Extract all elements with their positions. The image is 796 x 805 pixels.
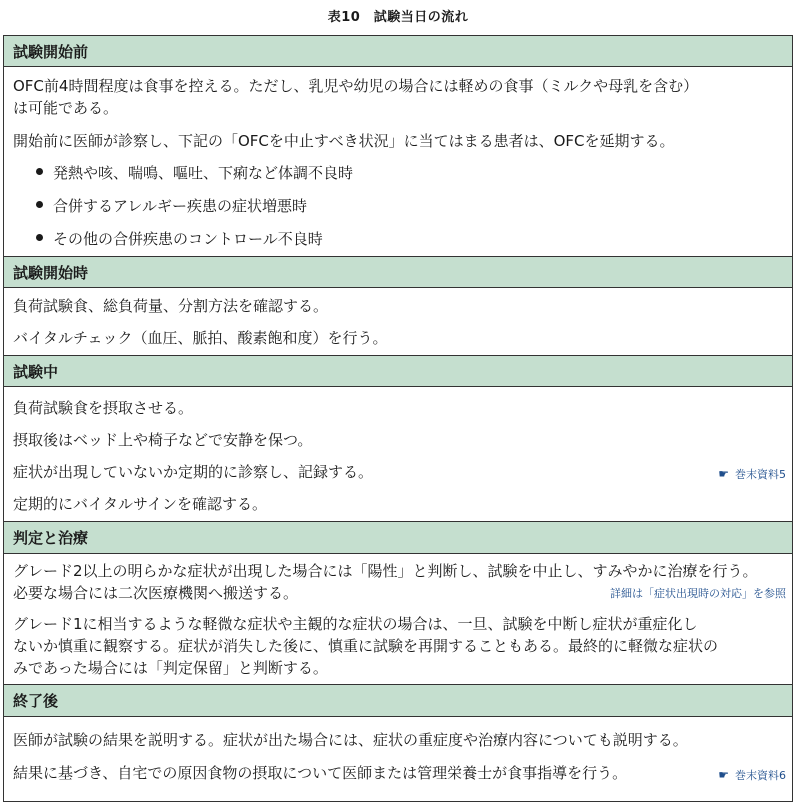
- during-line-1: 負荷試験食を摂取させる。: [13, 399, 194, 417]
- section-heading-judgement: 判定と治療: [4, 522, 792, 553]
- judgement-line-5: みであった場合には「判定保留」と判断する。: [13, 659, 328, 677]
- after-line-2: 結果に基づき、自宅での原因食物の摂取について医師または管理栄養士が食事指導を行う。: [13, 764, 628, 782]
- divider: [4, 716, 792, 717]
- divider: [4, 66, 792, 67]
- during-line-3: 症状が出現していないか定期的に診察し、記録する。: [13, 463, 374, 481]
- after-reference-text: 巻末資料6: [735, 769, 786, 782]
- after-reference-link[interactable]: [718, 767, 786, 784]
- judgement-line-3: グレード1に相当するような軽微な症状や主観的な症状の場合は、一旦、試験を中断し症状が重症化し: [13, 615, 698, 633]
- pointing-hand-icon: ☛: [718, 768, 729, 782]
- before-line-3: 開始前に医師が診察し、下記の「OFCを中止すべき状況」に当てはまる患者は、OFCを延期する。: [13, 132, 675, 150]
- judgement-line-4: ないか慎重に観察する。症状が消失した後に、慎重に試験を再開することもある。最終的に軽微な症状の: [13, 637, 719, 655]
- section-heading-after: 終了後: [4, 685, 792, 716]
- bullet-dot-icon: [36, 201, 43, 208]
- during-reference-text: 巻末資料5: [735, 468, 786, 481]
- section-heading-during: 試験中: [4, 356, 792, 386]
- after-line-1: 医師が試験の結果を説明する。症状が出た場合には、症状の重症度や治療内容についても説明する。: [13, 731, 688, 749]
- start-line-1: 負荷試験食、総負荷量、分割方法を確認する。: [13, 297, 329, 315]
- judgement-line-1: グレード2以上の明らかな症状が出現した場合には「陽性」と判断し、試験を中止し、すみやかに治療を行う。: [13, 562, 758, 580]
- table-title: 表10 試験当日の流れ: [327, 10, 469, 25]
- judgement-reference-link[interactable]: 詳細は「症状出現時の対応」を参照: [610, 587, 786, 600]
- bullet-text: 合併するアレルギー疾患の症状増悪時: [53, 197, 308, 215]
- judgement-line-2: 必要な場合には二次医療機関へ搬送する。: [13, 584, 299, 602]
- before-bullet-3: [36, 229, 323, 249]
- divider: [4, 386, 792, 387]
- section-heading-before: 試験開始前: [4, 36, 792, 66]
- bullet-text: 発熱や咳、喘鳴、嘔吐、下痢など体調不良時: [53, 164, 354, 182]
- during-line-4: 定期的にバイタルサインを確認する。: [13, 495, 267, 513]
- before-line-1: OFC前4時間程度は食事を控える。ただし、乳児や幼児の場合には軽めの食事（ミルクや母乳を含む）: [13, 77, 699, 95]
- bullet-text: その他の合併疾患のコントロール不良時: [53, 230, 323, 248]
- bullet-dot-icon: [36, 234, 43, 241]
- start-line-2: バイタルチェック（血圧、脈拍、酸素飽和度）を行う。: [13, 329, 388, 347]
- before-bullet-1: [36, 163, 353, 183]
- before-line-2: は可能である。: [13, 99, 119, 117]
- during-line-2: 摂取後はベッド上や椅子などで安静を保つ。: [13, 431, 313, 449]
- pointing-hand-icon: ☛: [718, 467, 729, 481]
- bullet-dot-icon: [36, 168, 43, 175]
- before-bullet-2: [36, 196, 307, 216]
- test-day-flow-table: [3, 35, 793, 802]
- during-reference-link[interactable]: [718, 466, 786, 483]
- divider: [4, 553, 792, 554]
- divider: [4, 287, 792, 288]
- section-heading-start: 試験開始時: [4, 257, 792, 287]
